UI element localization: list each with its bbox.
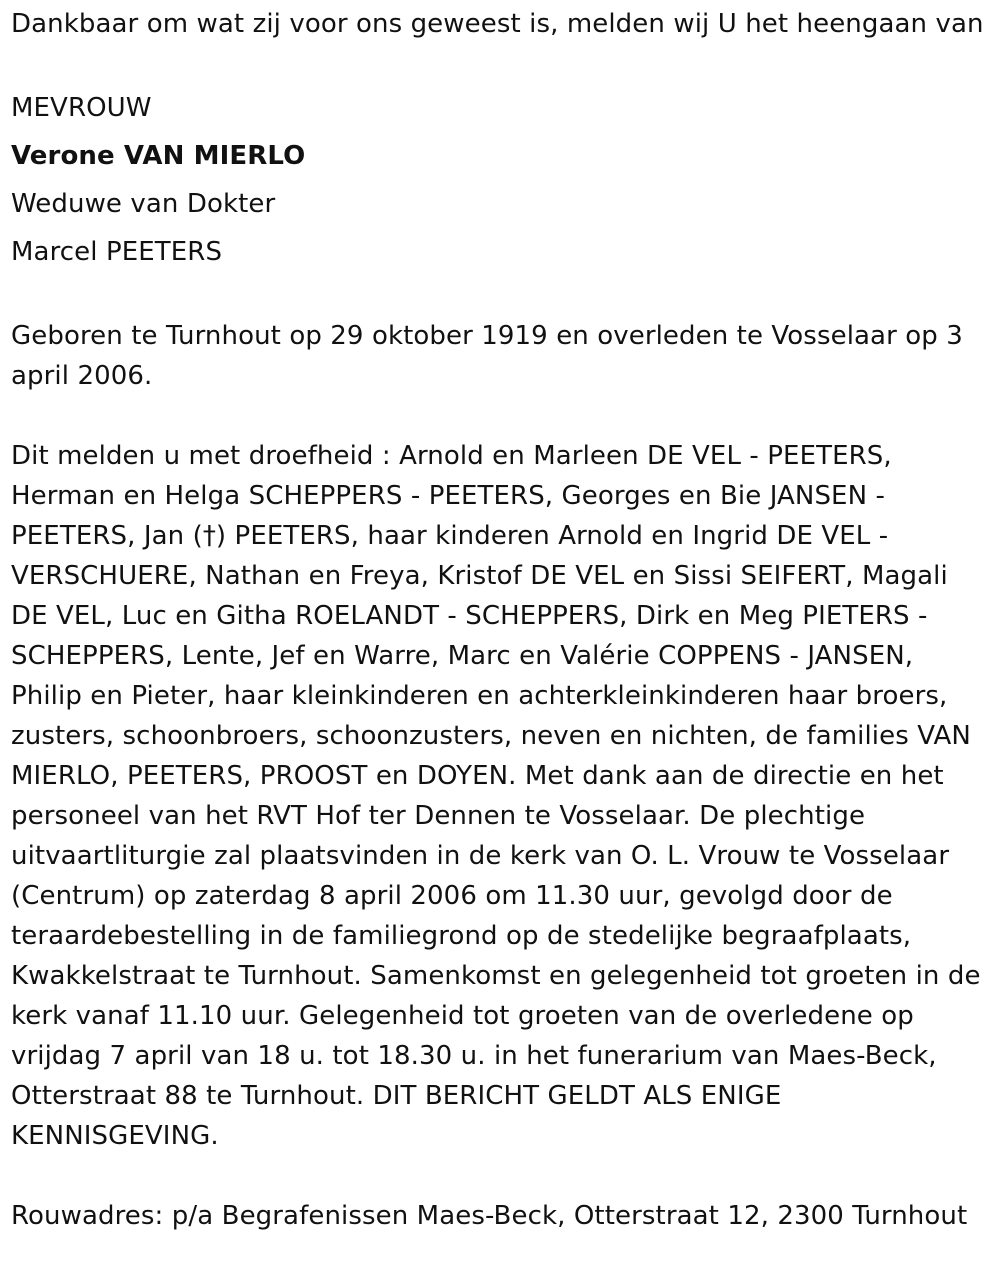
intro-text: Dankbaar om wat zij voor ons geweest is, melden wij U het heengaan van xyxy=(11,9,984,39)
mourning-address: Rouwadres: p/a Begrafenissen Maes-Beck, Otterstraat 12, 2300 Turnhout xyxy=(11,1201,968,1231)
announcement-body: Dit melden u met droefheid : Arnold en Marleen DE VEL - PEETERS, Herman en Helga SCHEPPERS - PEETERS, Georges en Bie JANSEN - PEETERS, Jan (†) PEETERS, haar kinderen Arnold en Ingrid DE VEL - VERSCHUERE, Nathan en Freya, Kristof DE VEL en Sissi SEIFERT, Magali DE VEL, Luc en Githa ROELANDT - SCHEPPERS, Dirk en Meg PIETERS - SCHEPPERS, Lente, Jef en Warre, Marc en Valérie COPPENS - JANSEN, Philip en Pieter, haar kleinkinderen en achterkleinkinderen haar broers, zusters, schoonbroers, schoonzusters, neven en nichten, de families VAN MIERLO, PEETERS, PROOST en DOYEN. Met dank aan de directie en het personeel van het RVT Hof ter Dennen te Vosselaar. De plechtige uitvaartliturgie zal plaatsvinden in de kerk van O. L. Vrouw te Vosselaar (Centrum) op zaterdag 8 april 2006 om 11.30 uur, gevolgd door de teraardebestelling in de familiegrond op de stedelijke begraafplaats, Kwakkelstraat te Turnhout. Samenkomst en gelegenheid tot groeten in de kerk vanaf 11.10 uur. Gelegenheid tot groeten van de overledene op vrijdag 7 april van 18 u. tot 18.30 u. in het funerarium van Maes-Beck, Otterstraat 88 te Turnhout. DIT BERICHT GELDT ALS ENIGE KENNISGEVING. xyxy=(11,441,981,1151)
deceased-block xyxy=(11,84,988,276)
spacer xyxy=(11,276,988,316)
honorific-title: MEVROUW xyxy=(11,93,152,123)
deceased-name: Verone VAN MIERLO xyxy=(11,141,306,171)
spacer xyxy=(11,1156,988,1196)
relation-line-2: Marcel PEETERS xyxy=(11,237,223,267)
spacer xyxy=(11,44,988,84)
life-dates-text: Geboren te Turnhout op 29 oktober 1919 en overleden te Vosselaar op 3 april 2006. xyxy=(11,321,963,391)
relation-line-1: Weduwe van Dokter xyxy=(11,189,276,219)
spacer xyxy=(11,396,988,436)
